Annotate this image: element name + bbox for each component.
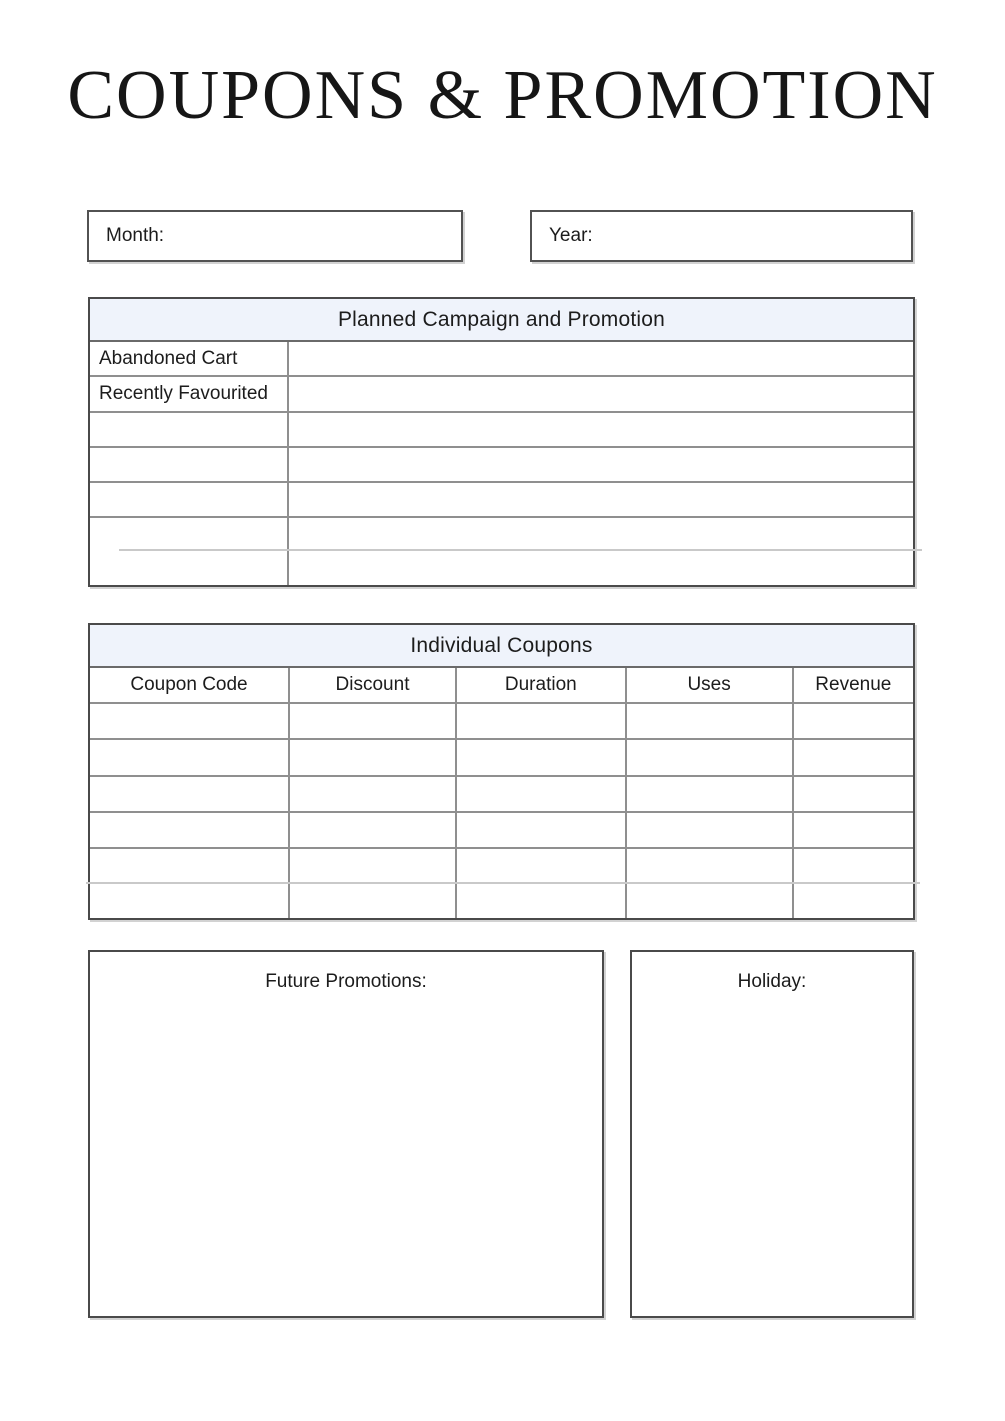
planned-row-label: Recently Favourited [90, 377, 289, 410]
stray-gridline [119, 549, 922, 551]
planned-row-value-cell[interactable] [289, 483, 913, 516]
duration-cell[interactable] [457, 813, 627, 847]
revenue-cell[interactable] [794, 849, 913, 883]
revenue-cell[interactable] [794, 813, 913, 847]
revenue-cell[interactable] [794, 884, 913, 918]
planned-row-label-cell[interactable] [90, 483, 289, 516]
uses-cell[interactable] [627, 740, 794, 774]
holiday-label: Holiday: [737, 971, 807, 992]
uses-cell[interactable] [627, 849, 794, 883]
discount-cell[interactable] [290, 813, 457, 847]
individual-coupons-table [88, 623, 915, 920]
coupons-row [90, 740, 913, 776]
planned-row [90, 342, 913, 377]
duration-cell[interactable] [457, 849, 627, 883]
uses-cell[interactable] [627, 884, 794, 918]
holiday-box[interactable] [630, 950, 914, 1318]
coupon-code-cell[interactable] [90, 740, 290, 774]
column-header-uses: Uses [627, 668, 794, 702]
planned-row-value-cell[interactable] [289, 518, 913, 551]
month-field[interactable] [87, 210, 463, 262]
duration-cell[interactable] [457, 777, 627, 811]
planned-row [90, 413, 913, 448]
planned-row-value-cell[interactable] [289, 448, 913, 481]
future-promotions-label: Future Promotions: [265, 971, 427, 992]
stray-gridline [86, 882, 920, 884]
column-header-coupon-code: Coupon Code [90, 668, 290, 702]
page-title: COUPONS & PROMOTION [67, 57, 938, 134]
uses-cell[interactable] [627, 777, 794, 811]
planned-row-label: Abandoned Cart [90, 342, 289, 375]
coupons-row [90, 849, 913, 883]
revenue-cell[interactable] [794, 777, 913, 811]
coupons-row [90, 704, 913, 740]
month-label: Month: [106, 225, 165, 246]
revenue-cell[interactable] [794, 740, 913, 774]
planned-row-label-cell[interactable] [90, 413, 289, 446]
duration-cell[interactable] [457, 704, 627, 738]
coupons-row [90, 777, 913, 813]
coupons-header-row [90, 668, 913, 704]
planned-row [90, 377, 913, 412]
planned-row-value-cell[interactable] [289, 413, 913, 446]
individual-coupons-table-title: Individual Coupons [90, 625, 913, 668]
column-header-duration: Duration [457, 668, 627, 702]
column-header-discount: Discount [290, 668, 457, 702]
planned-row-label-cell[interactable] [90, 448, 289, 481]
planned-row-value-cell[interactable] [289, 342, 913, 375]
planned-row [90, 483, 913, 518]
planned-campaign-table-title: Planned Campaign and Promotion [90, 299, 913, 342]
year-field[interactable] [530, 210, 913, 262]
coupon-code-cell[interactable] [90, 704, 290, 738]
planned-row-value-cell[interactable] [289, 377, 913, 410]
uses-cell[interactable] [627, 704, 794, 738]
discount-cell[interactable] [290, 884, 457, 918]
planned-campaign-table [88, 297, 915, 587]
discount-cell[interactable] [290, 704, 457, 738]
year-label: Year: [549, 225, 593, 246]
uses-cell[interactable] [627, 813, 794, 847]
duration-cell[interactable] [457, 884, 627, 918]
planned-row [90, 448, 913, 483]
coupon-code-cell[interactable] [90, 849, 290, 883]
coupon-code-cell[interactable] [90, 813, 290, 847]
planned-row-label-cell[interactable] [90, 552, 289, 585]
revenue-cell[interactable] [794, 704, 913, 738]
discount-cell[interactable] [290, 777, 457, 811]
coupon-code-cell[interactable] [90, 884, 290, 918]
planned-row-label-cell[interactable] [90, 518, 289, 551]
future-promotions-box[interactable] [88, 950, 604, 1318]
planned-row-value-cell[interactable] [289, 552, 913, 585]
coupon-code-cell[interactable] [90, 777, 290, 811]
discount-cell[interactable] [290, 740, 457, 774]
coupons-row [90, 884, 913, 918]
planned-row [90, 552, 913, 585]
coupons-row [90, 813, 913, 849]
planned-row [90, 518, 913, 551]
discount-cell[interactable] [290, 849, 457, 883]
duration-cell[interactable] [457, 740, 627, 774]
column-header-revenue: Revenue [815, 674, 892, 695]
